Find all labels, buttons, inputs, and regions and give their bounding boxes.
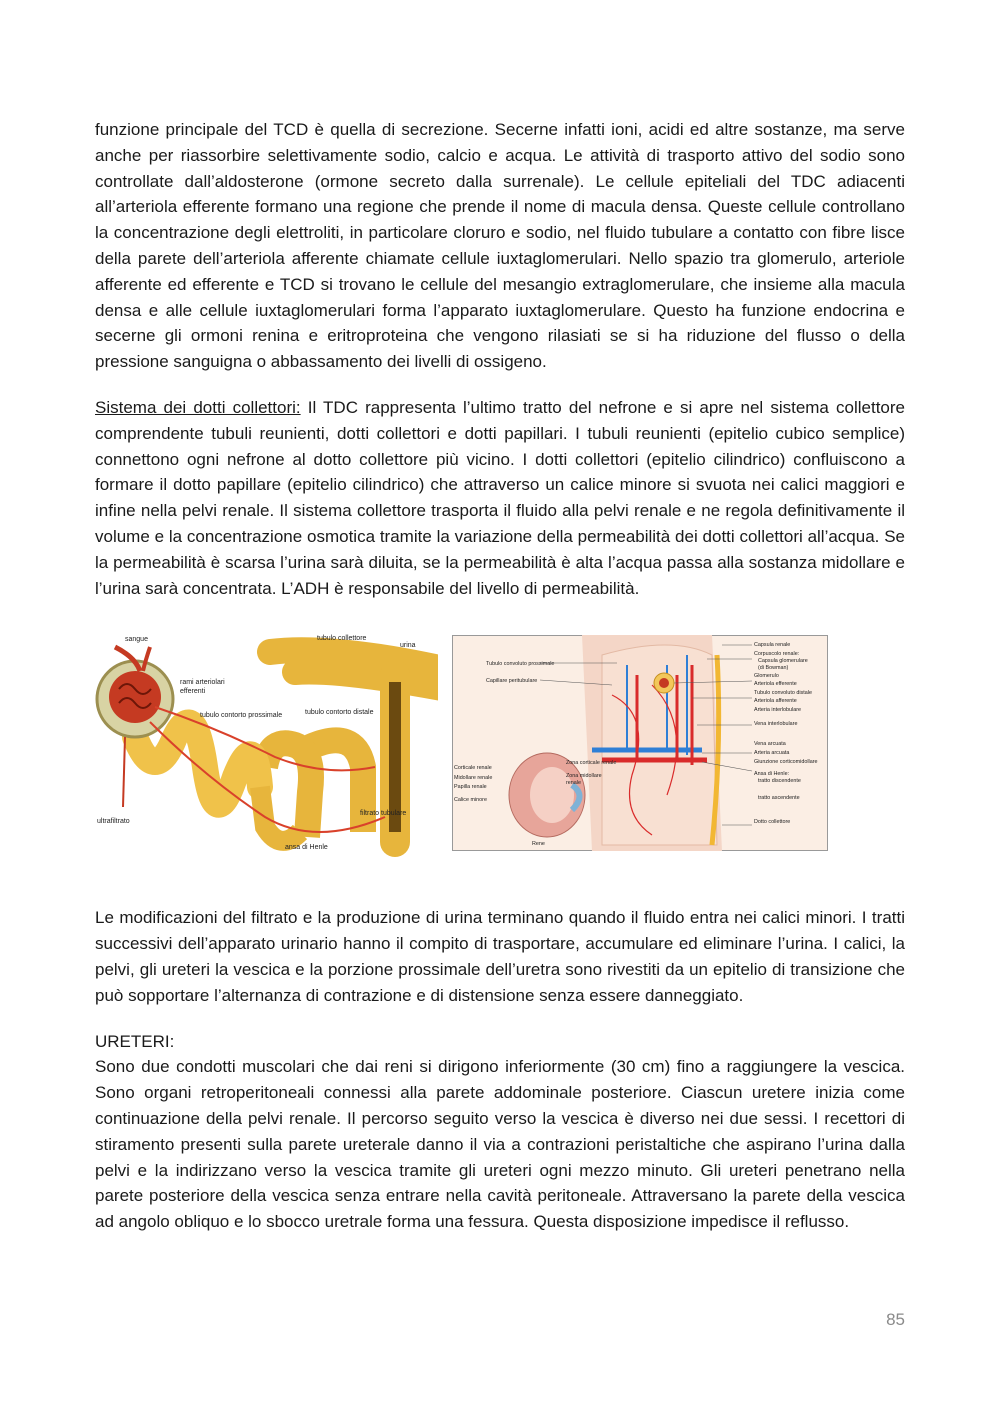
label-ansa-henle: ansa di Henle xyxy=(285,844,328,852)
label-giunzione: Giunzione corticomidollare xyxy=(754,759,818,766)
label-tubulo-distale: tubulo contorto distale xyxy=(305,709,374,717)
page-number: 85 xyxy=(886,1310,905,1329)
paragraph-collecting-system xyxy=(95,395,905,601)
label-vena-interlobulare: Vena interlobulare xyxy=(754,721,798,728)
paragraph-tcd: funzione principale del TCD è quella di secrezione. Secerne infatti ioni, acidi ed altre sostanze, ma serve anche per riassorbire selettivamente sodio, calcio e acqua. Le attività di trasporto attivo del sodio sono controllate dall’aldosterone (ormone secreto dalla surrenale). Le cellule epiteliali del TDC adiacenti all’arteriola efferente formano una regione che prende il nome di macula densa. Queste cellule controllano la concentrazione degli elettroliti, in particolare cloruro e sodio, nel fluido tubulare a contatto con fibre lisce della parete dell’arteriola afferente chiamate cellule iuxtaglomerulari. Nello spazio tra glomerulo, arteriole afferente ed efferente e TCD si trovano le cellule del mesangio extraglomerulare, che insieme alla macula densa e alle cellule iuxtaglomerulari forma l’apparato iuxtaglomerulare. Questo ha funzione endocrina e secerne gli ormoni renina e eritroproteina che vengono rilasiati se si ha riduzione del flusso o della pressione sanguigna o abbassamento dei livelli di ossigeno. xyxy=(95,120,905,372)
paragraph-ureteri: Sono due condotti muscolari che dai reni si dirigono inferiormente (30 cm) fino a raggiungere la vescica. Sono organi retroperitoneali connessi alla parete addominale posteriore. Ciascun uretere inizia come continuazione della pelvi renale. Il percorso seguito verso la vescica è diverso nei due sessi. I recettori di stiramento presenti sulla parete ureterale danno il via a contrazioni peristaltiche che aspirano l’urina dalla pelvi e la indirizzano verso la vescica tramite gli ureteri ogni mezzo minuto. Gli ureteri penetrano nella parete posteriore della vescica senza entrare nella cavità peritoneale. Attraversano la parete della vescica ad angolo obliquo e lo sbocco uretrale forma una fessura. Questa disposizione impedisce il reflusso. xyxy=(95,1057,905,1232)
label-arteria-arcuata: Arteria arcuata xyxy=(754,750,790,757)
label-tubulo-collettore: tubulo collettore xyxy=(317,635,367,643)
label-arteria-interlobulare: Arteria interlobulare xyxy=(754,707,802,714)
label-efferenti: efferenti xyxy=(180,688,206,696)
label-tratto-ascendente: tratto ascendente xyxy=(758,795,800,802)
label-tubulo-prossimale: Tubulo convoluto prossimale xyxy=(486,661,555,668)
figures-row xyxy=(95,627,905,885)
label-tubulo-distale: Tubulo convoluto distale xyxy=(754,690,812,697)
label-dotto-collettore: Dotto collettore xyxy=(754,819,791,826)
label-tratto-discendente: tratto discendente xyxy=(758,778,801,785)
label-calice: Calice minore xyxy=(454,797,487,804)
label-papilla: Papilla renale xyxy=(454,784,487,791)
label-arteriola-efferente: Arteriola efferente xyxy=(754,681,797,688)
paragraph-collecting-text: Il TDC rappresenta l’ultimo tratto del nefrone e si apre nel sistema collettore comprendente tubuli reunienti, dotti collettori e dotti papillari. I tubuli reunienti (epitelio cubico semplice) connettono ogni nefrone al dotto collettore più vicino. I dotti collettori (epitelio cilindrico) confluiscono a formare il dotto papillare (epitelio cilindrico) che attraverso un calice minore si svuota nei calici maggiori e infine nella pelvi renale. Il sistema collettore trasporta il fluido alla pelvi renale e ne regola definitivamente il volume e la concentrazione osmotica tramite la variazione della permeabilità dei dotti collettori all’acqua. Se la permeabilità è scarsa l’urina sarà diluita, se la permeabilità è alta l’acqua passa alla sostanza midollare e l’urina sarà concentrata. L’ADH è responsabile del livello di permeabilità. xyxy=(95,397,905,598)
label-tubulo-prossimale: tubulo contorto prossimale xyxy=(200,712,283,720)
label-zona-renale: renale xyxy=(566,780,581,787)
label-bowman: (di Bowman) xyxy=(758,665,789,672)
label-glomerulo: Glomerulo xyxy=(754,673,779,680)
label-urina: urina xyxy=(400,642,416,650)
label-vena-arcuata: Vena arcuata xyxy=(754,741,786,748)
label-filtrato-tubulare: filtrato tubulare xyxy=(360,810,407,818)
kidney-anatomy-illustration xyxy=(452,635,828,851)
label-rene: Rene xyxy=(532,841,545,848)
label-corpuscolo: Corpuscolo renale: xyxy=(754,651,800,658)
label-zona-corticale: Zona corticale renale xyxy=(566,760,617,767)
label-capsula-glomerulare: Capsula glomerulare xyxy=(758,658,808,665)
paragraph-urine-transport: Le modificazioni del filtrato e la produzione di urina terminano quando il fluido entra nei calici minori. I tratti successivi dell’apparato urinario hanno il compito di trasportare, accumulare ed eliminare l’urina. I calici, la pelvi, gli ureteri la vescica e la porzione prossimale dell’uretra sono rivestiti da un epitelio di transizione che può sopportare l’alternanza di contrazione e di distensione senza essere danneggiato. xyxy=(95,908,905,1005)
label-rami: rami arteriolari xyxy=(180,679,225,687)
nephron-illustration xyxy=(95,627,440,859)
label-capillare: Capillare peritubulare xyxy=(486,678,538,685)
section-heading-collettori: Sistema dei dotti collettori: xyxy=(95,397,301,417)
label-ultrafiltrato: ultrafiltrato xyxy=(97,818,130,826)
page-content xyxy=(95,117,905,1235)
label-arteriola-afferente: Arteriola afferente xyxy=(754,698,797,705)
label-ansa: Ansa di Henle: xyxy=(754,771,790,778)
label-midollare: Midollare renale xyxy=(454,775,493,782)
label-zona-midollare: Zona midollare xyxy=(566,773,602,780)
section-title-ureteri: URETERI: xyxy=(95,1031,175,1051)
label-capsula-renale: Capsula renale xyxy=(754,642,791,649)
label-sangue: sangue xyxy=(125,636,148,644)
label-corticale: Corticale renale xyxy=(454,765,492,772)
